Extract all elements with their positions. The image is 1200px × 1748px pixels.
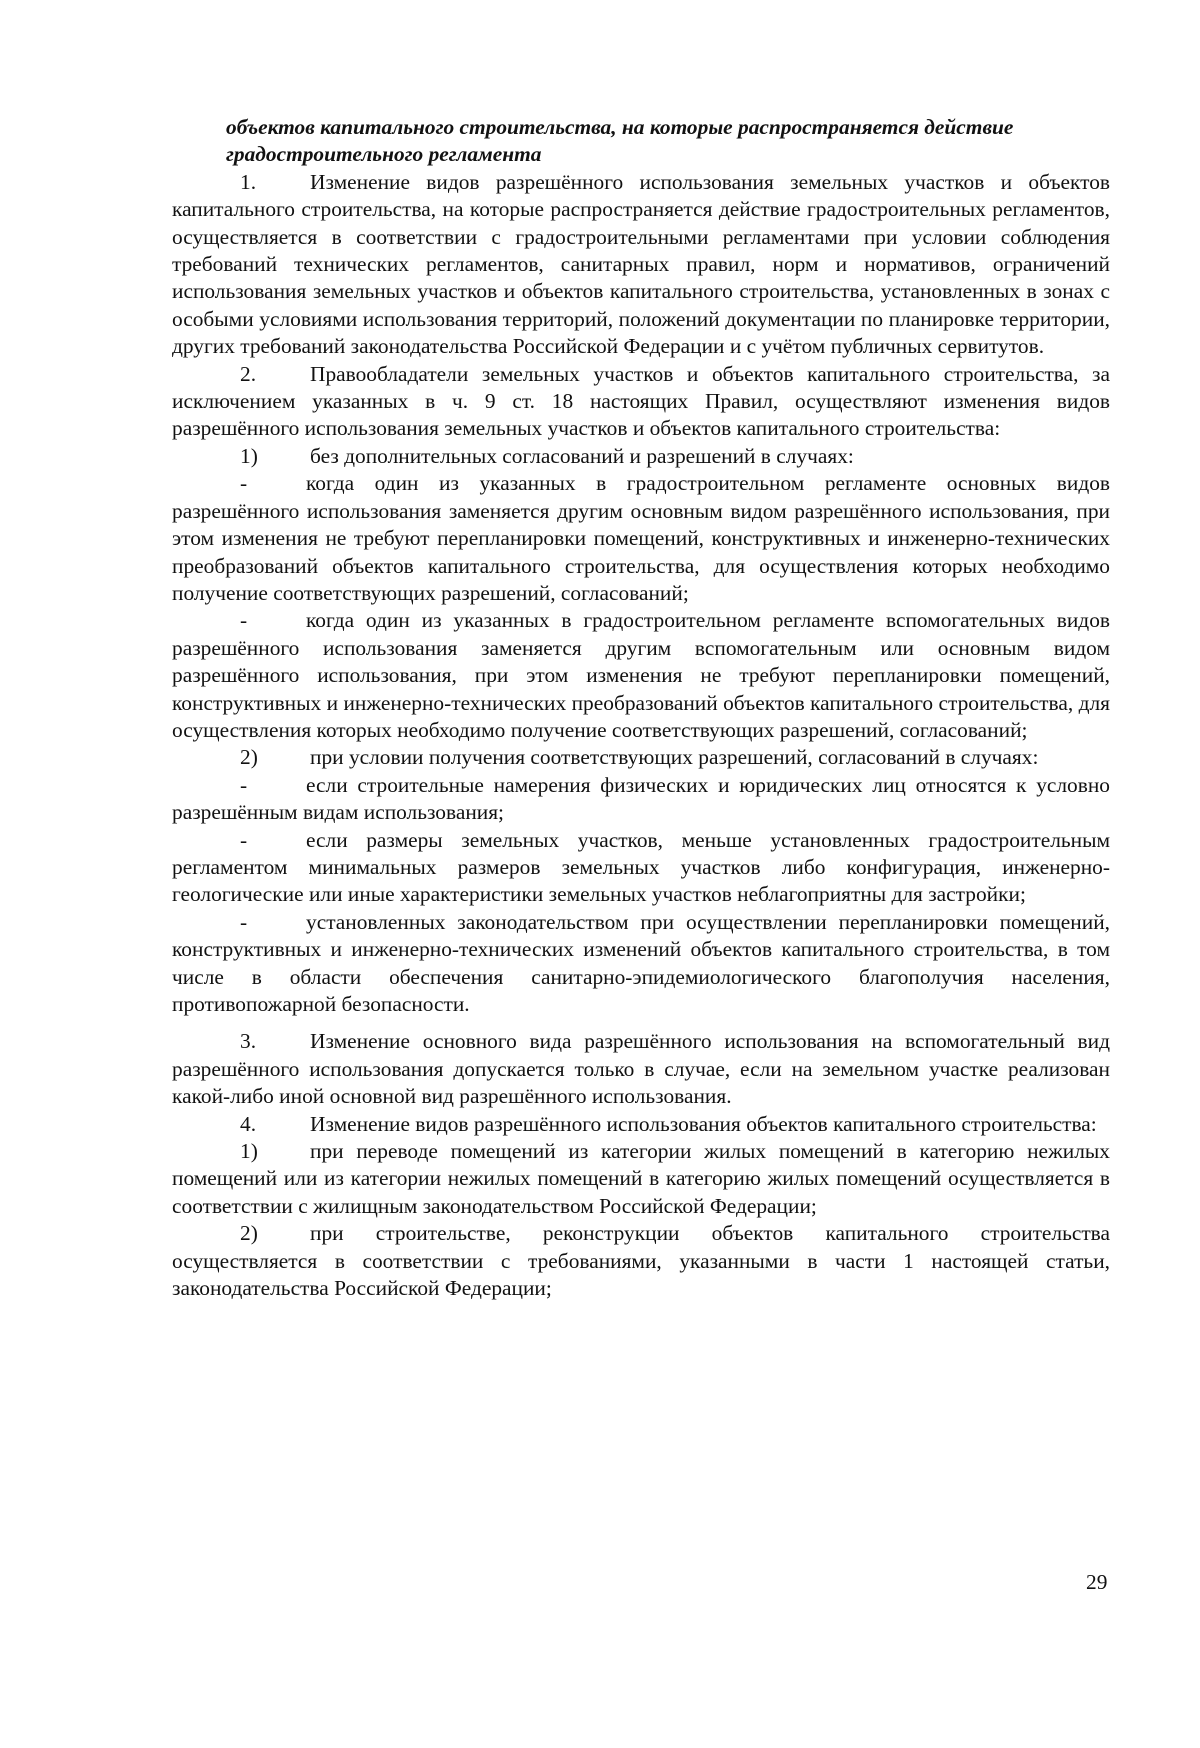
paragraph-text: без дополнительных согласований и разрешений в случаях: <box>310 443 854 468</box>
paragraph-text: установленных законодательством при осуществлении перепланировки помещений, конструктивных и инженерно-технических изменений объектов капитального строительства, в том числе в области обеспечения санитарно-эпидемиологического благополучия населения, противопожарной безопасности. <box>172 909 1110 1016</box>
paragraph-text: если размеры земельных участков, меньше установленных градостроительным регламентом минимальных размеров земельных участков либо конфигурация, инженерно- геологические или иные характеристики земельных участков неблагоприятны для застройки; <box>172 827 1110 907</box>
paragraph-text: если строительные намерения физических и юридических лиц относятся к условно разрешённым видам использования; <box>172 772 1110 825</box>
dash-item <box>172 909 1110 1019</box>
dash-marker: - <box>240 772 248 797</box>
paragraph-marker: 3. <box>240 1029 257 1054</box>
paragraph-marker: 1. <box>240 169 257 194</box>
paragraph-text: при условии получения соответствующих разрешений, согласований в случаях: <box>310 745 1039 770</box>
page-number: 29 <box>1086 1570 1108 1594</box>
dash-item <box>172 772 1110 827</box>
paragraph-text: Изменение видов разрешённого использования земельных участков и объектов капитального строительства, на которые распространяется действие градостроительных регламентов, осуществляется в соответствии с градостроительными регламентами при условии соблюдения требований технических регламентов, санитарных правил, норм и нормативов, ограничений использования земельных участков и объектов капитального строительства, установленных в зонах с особыми условиями использования территорий, положений документации по планировке территории, других требований законодательства Российской Федерации и с учётом публичных сервитутов. <box>172 169 1110 359</box>
dash-item <box>172 827 1110 909</box>
dash-marker: - <box>240 909 248 934</box>
paragraph-3 <box>172 1028 1110 1110</box>
dash-marker: - <box>240 827 248 852</box>
document-body <box>172 114 1110 1302</box>
paragraph-marker: 2) <box>240 1221 258 1246</box>
paragraph-2 <box>172 361 1110 443</box>
paragraph-marker: 4. <box>240 1111 257 1136</box>
subitem-2-1 <box>172 443 1110 470</box>
paragraph-text: Изменение основного вида разрешённого использования на вспомогательный вид разрешённого использования допускается только в случае, если на земельном участке реализован какой-либо иной основной вид разрешённого использования. <box>172 1029 1110 1109</box>
paragraph-text: Правообладатели земельных участков и объектов капитального строительства, за исключением указанных в ч. 9 ст. 18 настоящих Правил, осуществляют изменения видов разрешённого использования земельных участков и объектов капитального строительства: <box>172 361 1110 441</box>
section-heading: объектов капитального строительства, на которые распространяется действие градостроительного регламента <box>226 115 1014 167</box>
paragraph-text: при переводе помещений из категории жилых помещений в категорию нежилых помещений или из категории нежилых помещений в категорию жилых помещений осуществляется в соответствии с жилищным законодательством Российской Федерации; <box>172 1139 1110 1218</box>
dash-item <box>172 470 1110 607</box>
paragraph-marker: 1) <box>240 443 258 468</box>
paragraph-marker: 1) <box>240 1139 258 1164</box>
paragraph-text: при строительстве, реконструкции объектов капитального строительства осуществляется в соответствии с требованиями, указанными в части 1 настоящей статьи, законодательства Российской Федерации; <box>172 1221 1110 1301</box>
paragraph-text: когда один из указанных в градостроительном регламенте вспомогательных видов разрешённого использования заменяется другим вспомогательным или основным видом разрешённого использования, при этом изменения не требуют перепланировки помещений, конструктивных и инженерно-технических преобразований объектов капитального строительства, для осуществления которых необходимо получение соответствующих разрешений, согласований; <box>172 608 1110 742</box>
dash-marker: - <box>240 608 248 633</box>
paragraph-marker: 2. <box>240 361 257 386</box>
subitem-4-1 <box>172 1138 1110 1220</box>
paragraph-text: Изменение видов разрешённого использования объектов капитального строительства: <box>310 1111 1097 1136</box>
dash-item <box>172 607 1110 744</box>
subitem-2-2 <box>172 744 1110 771</box>
paragraph-1 <box>172 169 1110 361</box>
dash-marker: - <box>240 471 248 496</box>
paragraph-marker: 2) <box>240 745 258 770</box>
subitem-4-2 <box>172 1220 1110 1302</box>
paragraph-4 <box>172 1111 1110 1138</box>
paragraph-text: когда один из указанных в градостроительном регламенте основных видов разрешённого использования заменяется другим основным видом разрешённого использования, при этом изменения не требуют перепланировки помещений, конструктивных и инженерно-технических преобразований объектов капитального строительства, для осуществления которых необходимо получение соответствующих разрешений, согласований; <box>172 471 1110 605</box>
